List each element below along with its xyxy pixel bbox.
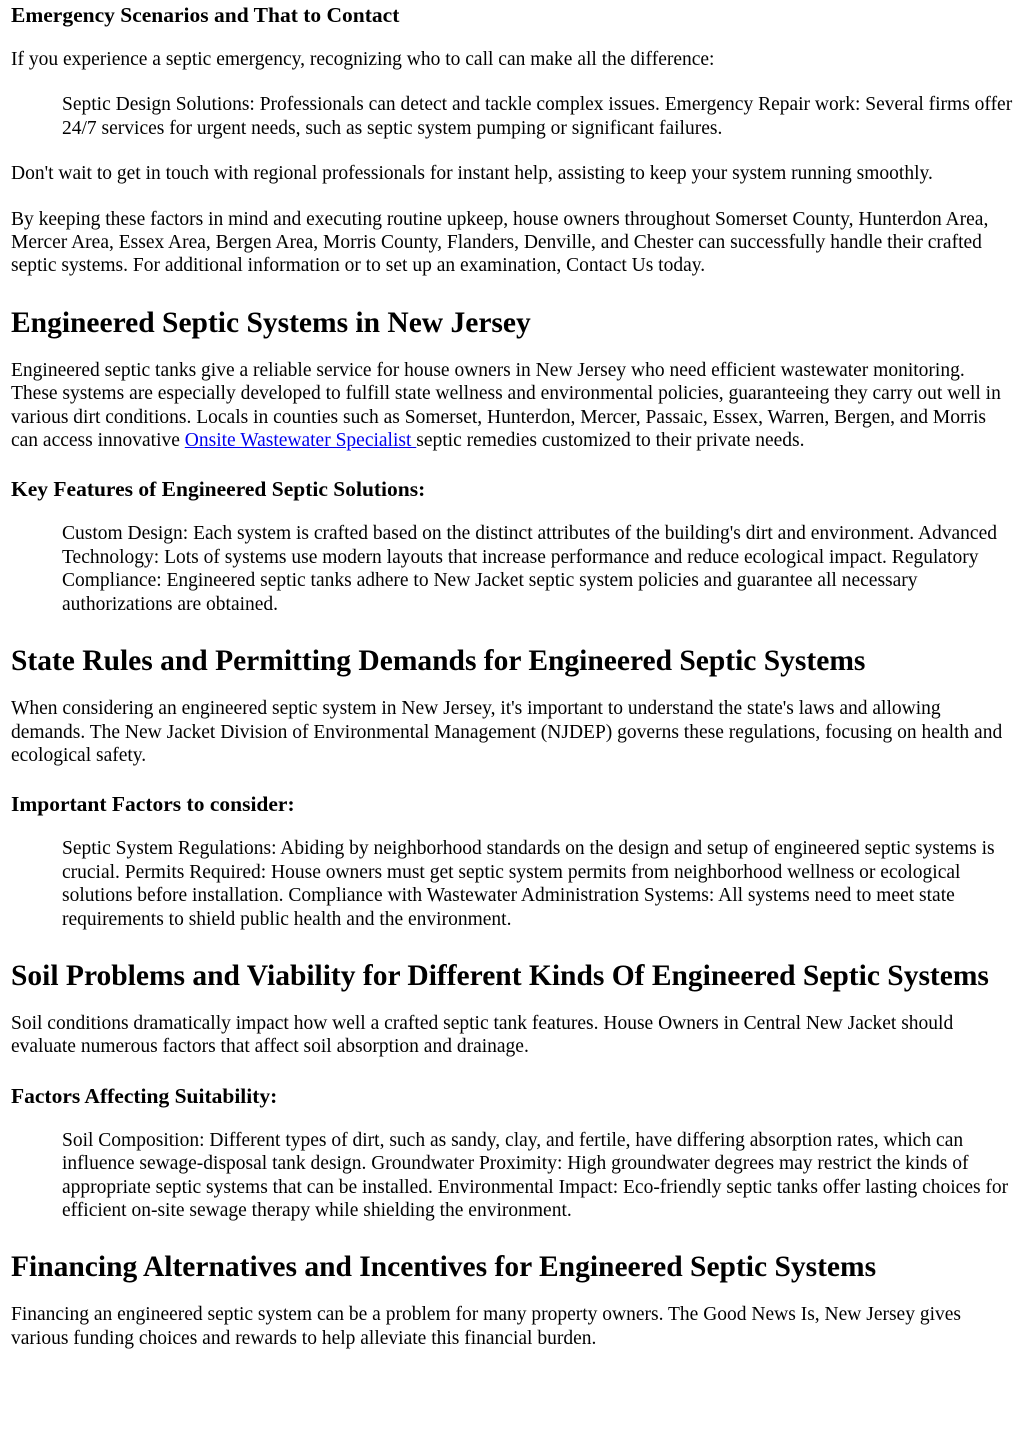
section-heading-rules: State Rules and Permitting Demands for Engineered Septic Systems: [11, 645, 866, 678]
paragraph-financing-1: Financing an engineered septic system can be a problem for many property owners. The Good News Is, New Jersey gives various funding choices and rewards to help alleviate this financial burden.: [11, 1304, 961, 1349]
section-heading-emergency: Emergency Scenarios and That to Contact: [11, 3, 400, 27]
subheading-factors-suitability: Factors Affecting Suitability:: [11, 1083, 278, 1108]
paragraph-engineered-1: [11, 359, 1014, 453]
onsite-wastewater-specialist-link[interactable]: Onsite Wastewater Specialist: [184, 430, 417, 452]
paragraph-engineered-1-after: septic remedies customized to their private needs.: [416, 430, 805, 452]
paragraph-soil-1: Soil conditions dramatically impact how well a crafted septic tank features. House Owners in Central New Jacket should evaluate numerous factors that affect soil absorption and drainage.: [11, 1012, 954, 1058]
section-heading-financing: Financing Alternatives and Incentives for Engineered Septic Systems: [11, 1251, 877, 1284]
paragraph-engineered-1-before: Engineered septic tanks give a reliable service for house owners in New Jersey who need efficient wastewater monitoring. These systems are especially developed to fulfill state wellness and environmental policies, guaranteeing they carry out well in various dirt conditions. Locals in counties such as Somerset, Hunterdon, Mercer, Passaic, Essex, Warren, Bergen, and Morris can access innovative: [11, 359, 1001, 452]
section-heading-soil: Soil Problems and Viability for Different Kinds Of Engineered Septic Systems: [11, 959, 989, 992]
blockquote-factors-suitability: Soil Composition: Different types of dirt, such as sandy, clay, and fertile, have differing absorption rates, which can influence sewage-disposal tank design. Groundwater Proximity: High groundwater degrees may restrict the kinds of appropriate septic systems that can be installed. Environmental Impact: Eco-friendly septic tanks offer lasting choices for efficient on-site sewage therapy while shielding the environment.: [62, 1129, 1009, 1221]
paragraph-emergency-2: Don't wait to get in touch with regional professionals for instant help, assisting to keep your system running smoothly.: [11, 163, 933, 185]
subheading-key-features: Key Features of Engineered Septic Solutions:: [11, 477, 426, 502]
subheading-important-factors: Important Factors to consider:: [11, 792, 295, 817]
paragraph-emergency-3: By keeping these factors in mind and executing routine upkeep, house owners throughout Somerset County, Hunterdon Area, Mercer Area, Essex Area, Bergen Area, Morris County, Flanders, Denville, and Chester can successfully handle their crafted septic systems. For additional information or to set up an examination, Contact Us today.: [11, 208, 989, 277]
blockquote-important-factors: Septic System Regulations: Abiding by neighborhood standards on the design and setup of engineered septic systems is crucial. Permits Required: House owners must get septic system permits from neighborhood wellness or ecological solutions before installation. Compliance with Wastewater Administration Systems: All systems need to meet state requirements to shield public health and the environment.: [62, 838, 995, 930]
section-heading-engineered: Engineered Septic Systems in New Jersey: [11, 306, 531, 339]
article: [0, 2, 1024, 1350]
blockquote-emergency: Septic Design Solutions: Professionals can detect and tackle complex issues. Emergency Repair work: Several firms offer 24/7 services for urgent needs, such as septic system pumping or significant failures.: [62, 94, 1013, 139]
paragraph-emergency-intro: If you experience a septic emergency, recognizing who to call can make all the difference:: [11, 49, 715, 70]
blockquote-key-features: Custom Design: Each system is crafted based on the distinct attributes of the building's dirt and environment. Advanced Technology: Lots of systems use modern layouts that increase performance and reduce ecological impact. Regulatory Compliance: Engineered septic tanks adhere to New Jacket septic system policies and guarantee all necessary authorizations are obtained.: [62, 523, 997, 615]
paragraph-rules-1: When considering an engineered septic system in New Jersey, it's important to understand the state's laws and allowing demands. The New Jacket Division of Environmental Management (NJDEP) governs these regulations, focusing on health and ecological safety.: [11, 698, 1003, 766]
